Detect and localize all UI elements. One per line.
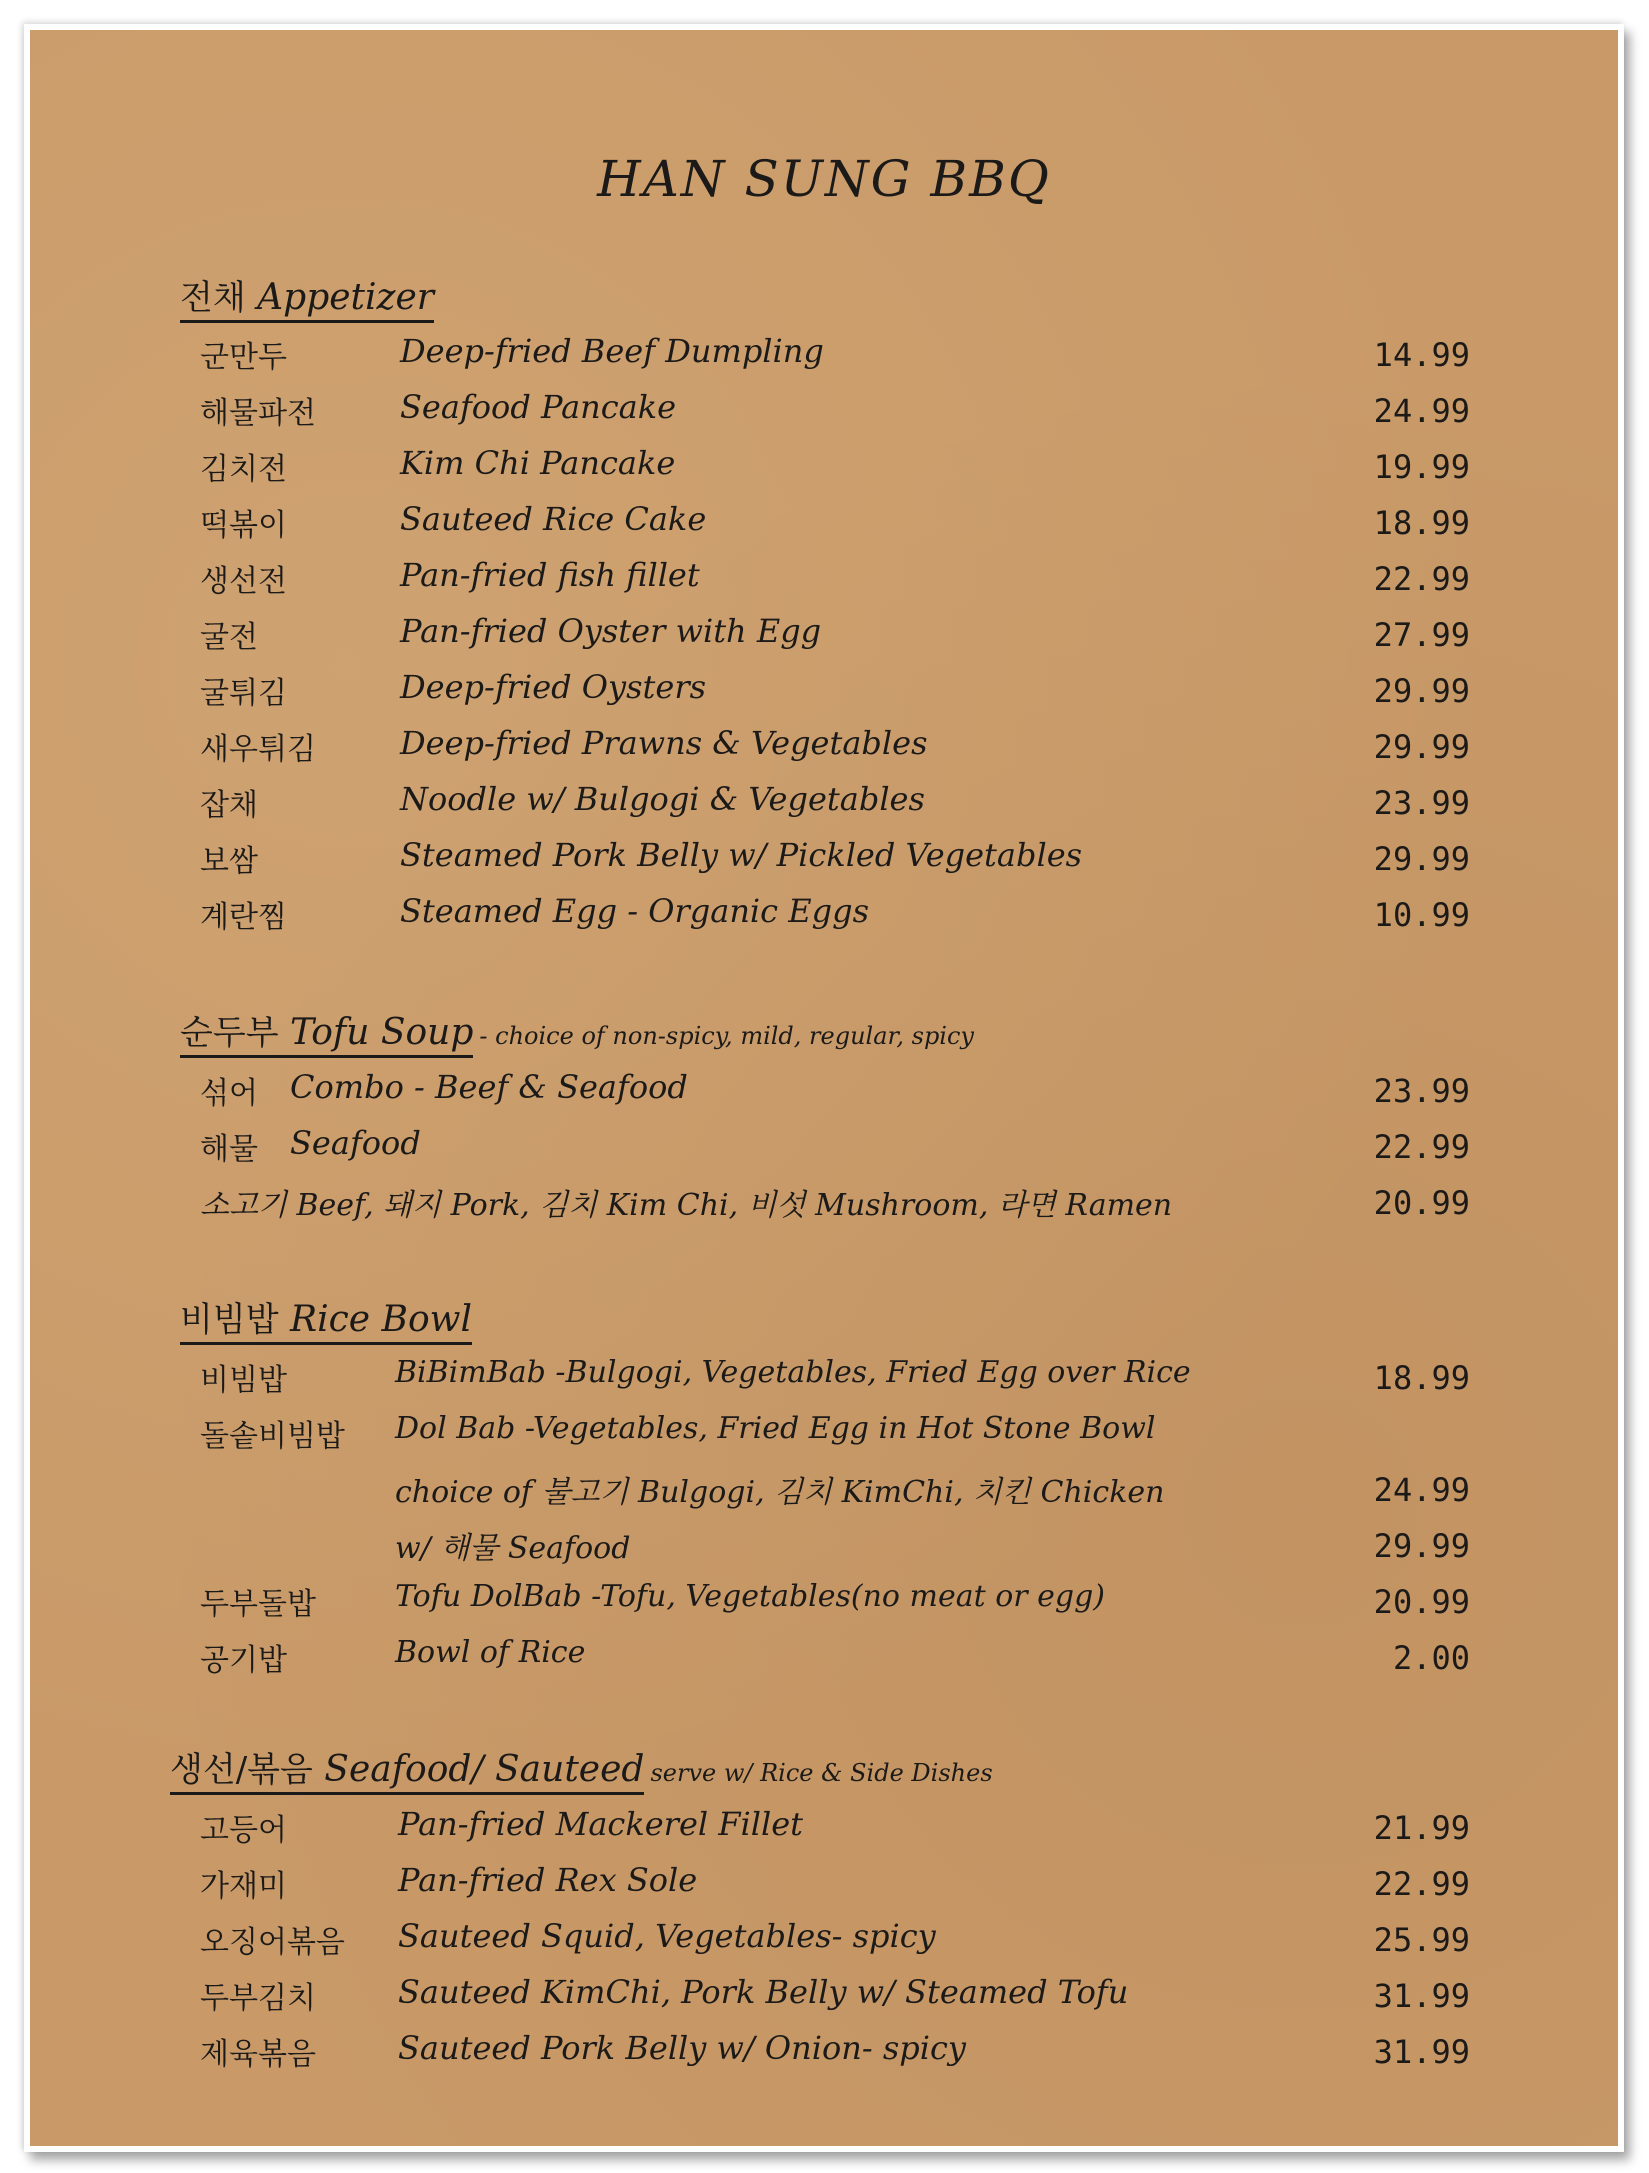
item-en: Pan-fried Oyster with Egg [400,612,822,650]
item-price: 10.99 [1373,896,1470,934]
item-en: Sauteed KimChi, Pork Belly w/ Steamed Tofu [398,1973,1129,2011]
section-heading-appetizer [180,270,434,319]
section-note: serve w/ Rice & Side Dishes [650,1759,993,1787]
menu-item [200,1861,1470,1911]
item-ko: 굴전 [200,620,258,655]
item-price: 20.99 [1373,1583,1470,1621]
item-en: Tofu DolBab -Tofu, Vegetables(no meat or egg) [395,1579,1106,1614]
menu-item [200,2029,1470,2079]
item-en: 소고기 Beef, 돼지 Pork, 김치 Kim Chi, 비섯 Mushroom, 라면 Ramen [200,1188,1173,1223]
menu-item [200,556,1470,606]
item-price: 14.99 [1373,336,1470,374]
item-price: 22.99 [1373,560,1470,598]
section-en: Tofu Soup [290,1012,474,1053]
menu-item [200,1180,1470,1230]
menu-item [200,1973,1470,2023]
section-heading-seafood-sauteed [170,1742,993,1791]
item-en: Dol Bab -Vegetables, Fried Egg in Hot Stone Bowl [395,1411,1156,1446]
item-en: Deep-fried Prawns & Vegetables [400,724,928,762]
item-en: Bowl of Rice [395,1635,586,1670]
section-heading-tofu-soup [180,1005,974,1054]
item-price: 22.99 [1373,1865,1470,1903]
menu-item [200,612,1470,662]
item-price: 23.99 [1373,1072,1470,1110]
item-price: 29.99 [1373,672,1470,710]
item-ko: 두부김치 [200,1981,316,2016]
item-ko: 두부돌밥 [200,1587,316,1622]
item-en: Pan-fried Mackerel Fillet [398,1805,803,1843]
menu-item [200,1805,1470,1855]
item-en: Deep-fried Beef Dumpling [400,332,824,370]
menu-item [200,780,1470,830]
item-ko: 김치전 [200,452,287,487]
menu-page [24,24,1624,2152]
menu-item [200,1635,1470,1685]
item-ko: 계란찜 [200,900,287,935]
item-price: 29.99 [1373,1527,1470,1565]
item-ko: 해물 [200,1132,258,1167]
item-price: 18.99 [1373,1359,1470,1397]
menu-item [200,388,1470,438]
item-en: Deep-fried Oysters [400,668,707,706]
item-ko: 비빔밥 [200,1363,287,1398]
item-price: 31.99 [1373,2033,1470,2071]
item-en: w/ 해물 Seafood [395,1531,631,1566]
item-price: 19.99 [1373,448,1470,486]
item-en: Pan-fried fish fillet [400,556,700,594]
item-ko: 새우튀김 [200,732,316,767]
section-en: Seafood/ Sauteed [324,1749,645,1790]
item-en: Noodle w/ Bulgogi & Vegetables [400,780,925,818]
menu-item [200,892,1470,942]
section-heading-rice-bowl [180,1292,472,1341]
menu-item [200,1467,1470,1517]
restaurant-title: HAN SUNG BBQ [597,150,1051,208]
item-price: 23.99 [1373,784,1470,822]
item-en: choice of 불고기 Bulgogi, 김치 KimChi, 치킨 Chicken [395,1475,1165,1510]
item-price: 31.99 [1373,1977,1470,2015]
menu-item [200,444,1470,494]
item-ko: 고등어 [200,1813,287,1848]
item-price: 27.99 [1373,616,1470,654]
item-price: 18.99 [1373,504,1470,542]
item-price: 21.99 [1373,1809,1470,1847]
item-en: Steamed Egg - Organic Eggs [400,892,869,930]
item-en: Sauteed Pork Belly w/ Onion- spicy [398,2029,966,2067]
menu-item [200,1411,1470,1461]
item-ko: 섞어 [200,1076,258,1111]
menu-item [200,1917,1470,1967]
section-en: Rice Bowl [290,1299,472,1340]
item-en: BiBimBab -Bulgogi, Vegetables, Fried Egg over Rice [395,1355,1191,1390]
item-ko: 군만두 [200,340,287,375]
menu-item [200,1068,1470,1118]
menu-item [200,1124,1470,1174]
item-ko: 가재미 [200,1869,287,1904]
item-price: 29.99 [1373,840,1470,878]
item-price: 29.99 [1373,728,1470,766]
item-price: 2.00 [1392,1639,1470,1677]
menu-item [200,668,1470,718]
menu-item [200,500,1470,550]
item-ko: 잡채 [200,788,258,823]
menu-item [200,724,1470,774]
item-en: Sauteed Rice Cake [400,500,707,538]
section-ko: 비빔밥 [180,1300,279,1340]
item-en: Seafood [290,1124,421,1162]
menu-item [200,836,1470,886]
section-ko: 전채 [180,278,246,318]
item-price: 25.99 [1373,1921,1470,1959]
item-en: Kim Chi Pancake [400,444,676,482]
section-ko: 순두부 [180,1013,279,1053]
item-en: Seafood Pancake [400,388,677,426]
item-ko: 굴튀김 [200,676,287,711]
section-note: - choice of non-spicy, mild, regular, spicy [479,1022,974,1050]
item-price: 24.99 [1373,392,1470,430]
item-price: 24.99 [1373,1471,1470,1509]
section-en: Appetizer [257,277,435,318]
item-en: Steamed Pork Belly w/ Pickled Vegetables [400,836,1083,874]
item-price: 22.99 [1373,1128,1470,1166]
item-ko: 공기밥 [200,1643,287,1678]
menu-item [200,1355,1470,1405]
item-ko: 해물파전 [200,396,316,431]
item-ko: 떡볶이 [200,508,287,543]
item-ko: 오징어볶음 [200,1925,345,1960]
section-ko: 생선/볶음 [170,1750,313,1790]
menu-item [200,332,1470,382]
item-ko: 생선전 [200,564,287,599]
item-en: Sauteed Squid, Vegetables- spicy [398,1917,936,1955]
item-ko: 제육볶음 [200,2037,316,2072]
item-en: Combo - Beef & Seafood [290,1068,688,1106]
item-en: Pan-fried Rex Sole [398,1861,698,1899]
menu-item [200,1579,1470,1629]
menu-item [200,1523,1470,1573]
item-price: 20.99 [1373,1184,1470,1222]
item-ko: 돌솥비빔밥 [200,1419,345,1454]
item-ko: 보쌈 [200,844,258,879]
